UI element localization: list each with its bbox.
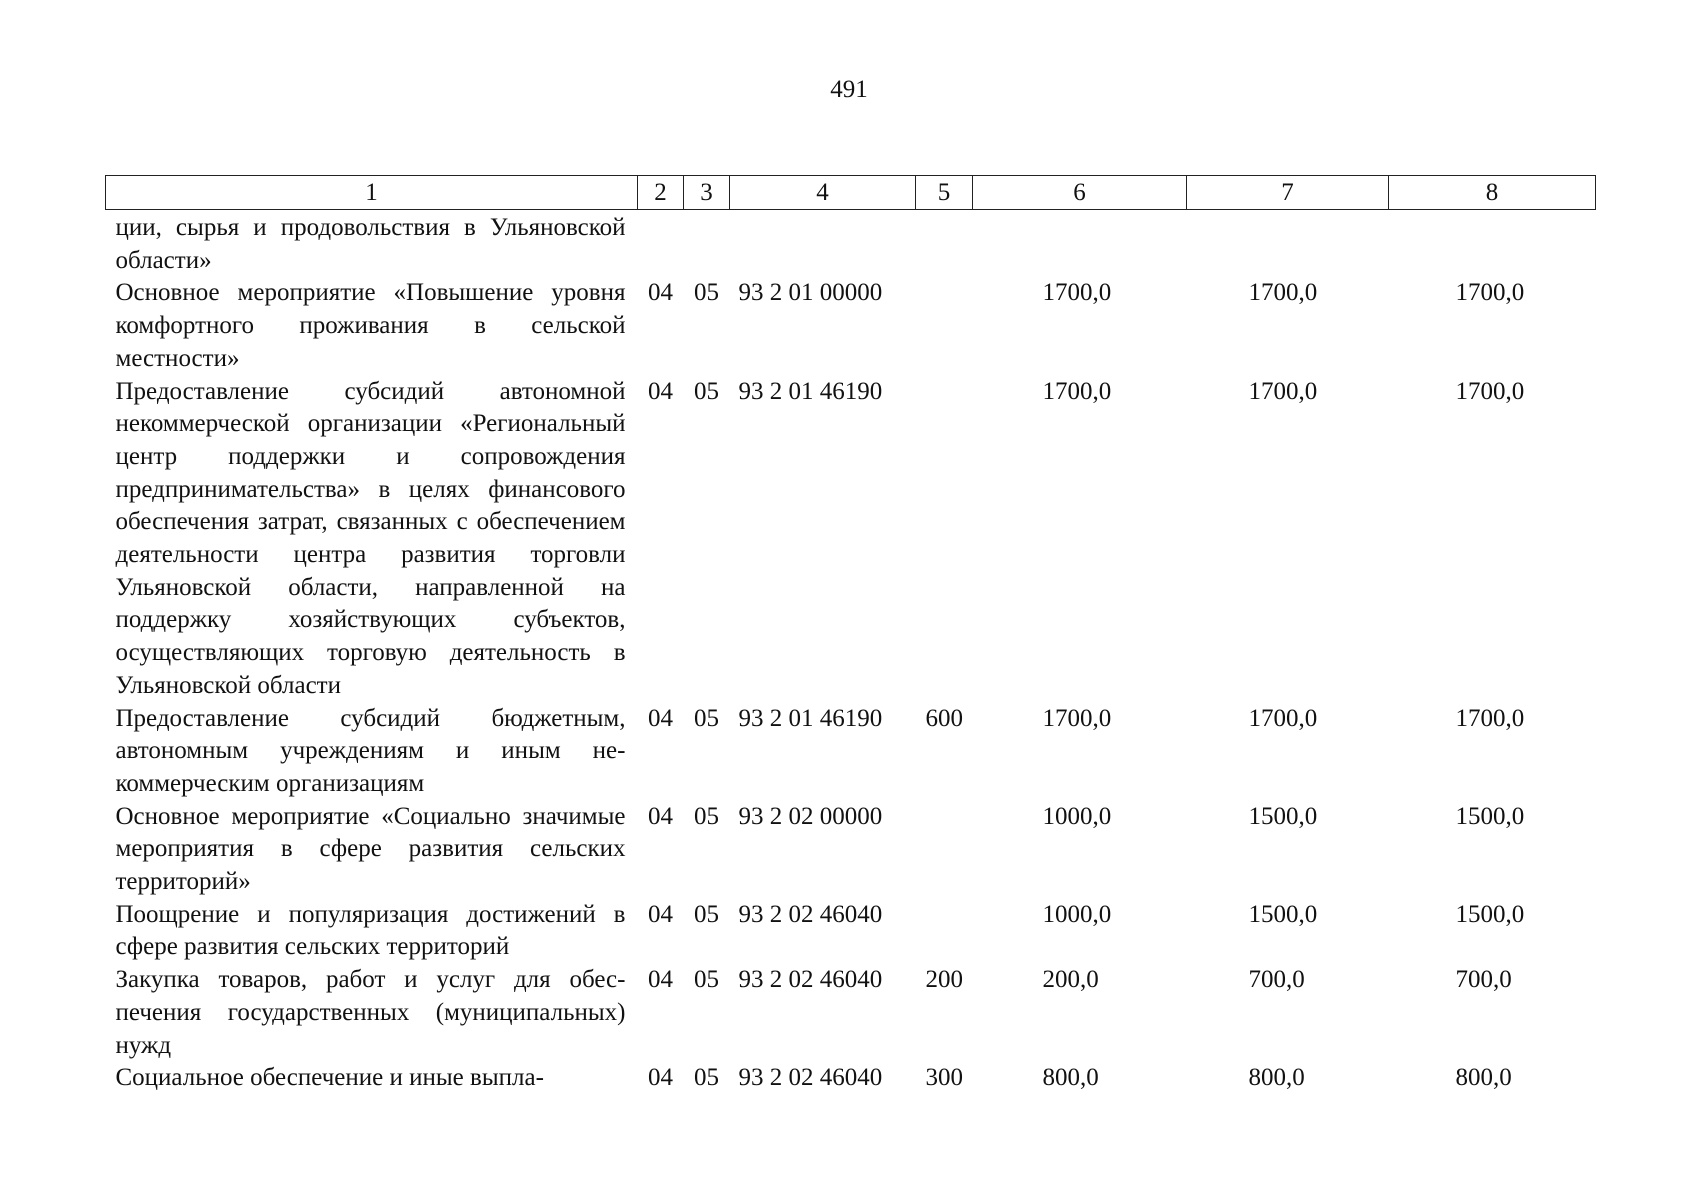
section-code: 04 (648, 1064, 673, 1092)
section-code: 04 (648, 966, 673, 994)
column-header: 6 (973, 176, 1187, 210)
target-article-code: 93 2 01 00000 (738, 279, 883, 307)
table-row (106, 210, 1596, 278)
expense-type-code: 200 (925, 966, 963, 994)
amount-col8: 1500,0 (1455, 900, 1525, 928)
section-code: 04 (648, 704, 673, 732)
expense-type-code (916, 210, 973, 278)
section-code: 04 (648, 802, 673, 830)
column-header: 8 (1389, 176, 1596, 210)
table-row (106, 1062, 1596, 1095)
target-article-code: 93 2 02 46040 (738, 1064, 883, 1092)
target-article-code: 93 2 01 46190 (738, 377, 883, 405)
column-header: 3 (684, 176, 730, 210)
amount-col7: 1700,0 (1248, 377, 1318, 405)
amount-col6: 1700,0 (1042, 279, 1112, 307)
column-header: 7 (1187, 176, 1389, 210)
amount-col7 (1187, 210, 1389, 278)
amount-col6: 200,0 (1042, 966, 1099, 994)
table-row (106, 277, 1596, 375)
expense-type-code (916, 801, 973, 899)
amount-col8: 700,0 (1455, 966, 1512, 994)
table-row (106, 801, 1596, 899)
budget-table (105, 175, 1596, 1095)
item-name: Социальное обеспечение и иные выпла- (115, 1064, 544, 1092)
amount-col7: 800,0 (1248, 1064, 1305, 1092)
section-code: 04 (648, 377, 673, 405)
section-code: 04 (648, 279, 673, 307)
table-row (106, 376, 1596, 703)
amount-col6: 1700,0 (1042, 377, 1112, 405)
table-row (106, 964, 1596, 1062)
subsection-code: 05 (694, 279, 719, 307)
item-name: Поощрение и популяризация достижений в сфере развития сельских территорий (115, 900, 626, 961)
amount-col7: 1700,0 (1248, 279, 1318, 307)
table-row (106, 899, 1596, 964)
target-article-code: 93 2 01 46190 (738, 704, 883, 732)
subsection-code: 05 (694, 802, 719, 830)
subsection-code (684, 210, 730, 278)
expense-type-code (916, 277, 973, 375)
amount-col7: 1700,0 (1248, 704, 1318, 732)
column-header: 5 (916, 176, 973, 210)
item-name: ции, сырья и продовольствия в Ульяновской области» (115, 214, 626, 274)
column-header: 2 (638, 176, 684, 210)
item-name: Предоставление субсидий автономной некоммерческой организации «Региональный центр поддержки и сопровождения предпринимательства» в целях финансового обеспечения затрат, связанных с обеспечением деятельности центра развития торговли Ульяновской области, направленной на поддержку хозяйствующих субъектов, осуществляющих торговую деятельность в Ульяновской области (115, 377, 626, 699)
amount-col8: 1700,0 (1455, 704, 1525, 732)
item-name: Предоставление субсидий бюджетным, автономным учреждениям и иным некоммерческим организациям (115, 704, 626, 797)
amount-col8: 800,0 (1455, 1064, 1512, 1092)
item-name: Закупка товаров, работ и услуг для обеспечения государственных (муниципальных) нужд (115, 966, 626, 1059)
target-article-code: 93 2 02 00000 (738, 802, 883, 830)
amount-col6 (973, 210, 1187, 278)
amount-col6: 1700,0 (1042, 704, 1112, 732)
table-row (106, 703, 1596, 801)
section-code (638, 210, 684, 278)
table-body (106, 210, 1596, 1095)
subsection-code: 05 (694, 900, 719, 928)
amount-col7: 1500,0 (1248, 802, 1318, 830)
amount-col8: 1700,0 (1455, 279, 1525, 307)
page-number: 491 (830, 76, 868, 103)
amount-col6: 1000,0 (1042, 802, 1112, 830)
column-header: 1 (106, 176, 638, 210)
item-name: Основное мероприятие «Социально значимые мероприятия в сфере развития сельских территорий» (115, 802, 626, 896)
expense-type-code (916, 899, 973, 964)
amount-col8: 1500,0 (1455, 802, 1525, 830)
subsection-code: 05 (694, 966, 719, 994)
subsection-code: 05 (694, 1064, 719, 1092)
expense-type-code: 300 (925, 1064, 963, 1092)
header-row (106, 176, 1596, 210)
item-name: Основное мероприятие «Повышение уровня комфортного проживания в сельской местности» (115, 279, 626, 372)
expense-type-code: 600 (925, 704, 963, 732)
amount-col7: 1500,0 (1248, 900, 1318, 928)
amount-col8: 1700,0 (1455, 377, 1525, 405)
amount-col8 (1389, 210, 1596, 278)
target-article-code: 93 2 02 46040 (738, 966, 883, 994)
subsection-code: 05 (694, 704, 719, 732)
target-article-code: 93 2 02 46040 (738, 900, 883, 928)
table-header (106, 176, 1596, 210)
expense-type-code (916, 376, 973, 703)
amount-col6: 1000,0 (1042, 900, 1112, 928)
subsection-code: 05 (694, 377, 719, 405)
column-header: 4 (730, 176, 916, 210)
target-article-code (730, 210, 916, 278)
amount-col7: 700,0 (1248, 966, 1305, 994)
amount-col6: 800,0 (1042, 1064, 1099, 1092)
section-code: 04 (648, 900, 673, 928)
